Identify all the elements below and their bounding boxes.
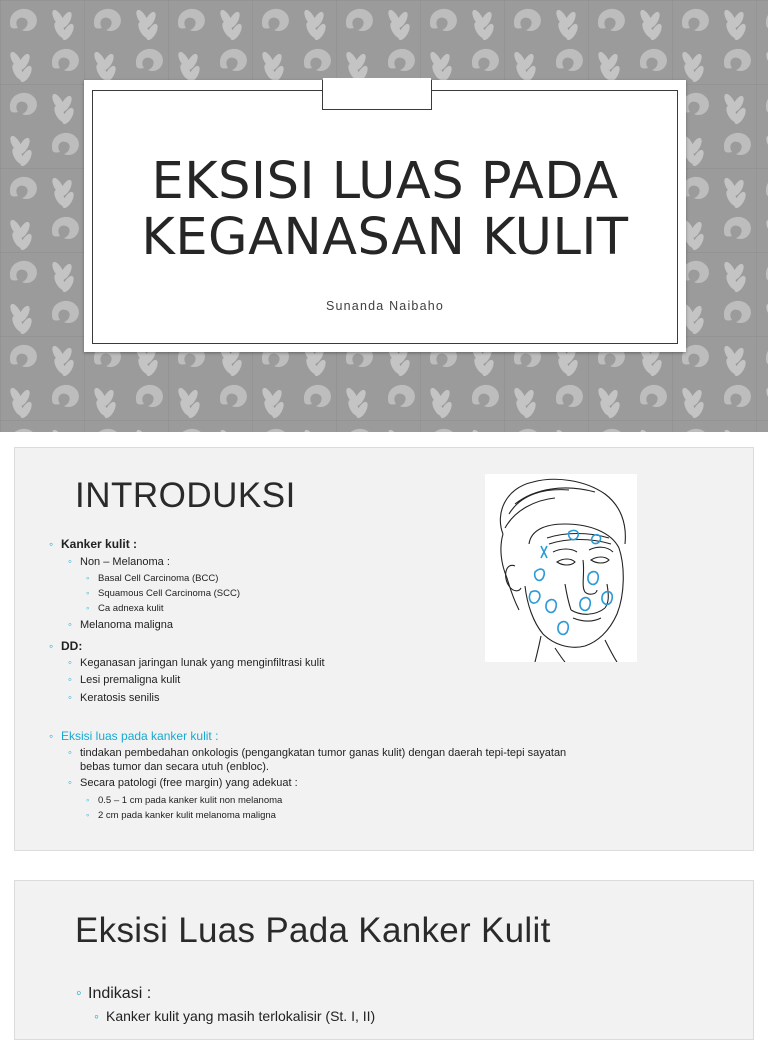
bullet-icon: ◦ [68, 692, 72, 704]
bullet-eksisi-luas [49, 729, 219, 743]
bullet-text: Kanker kulit : [61, 537, 138, 551]
bullet-icon: ◦ [86, 603, 90, 614]
author-name: Sunanda Naibaho [325, 299, 445, 313]
bullet-text: Indikasi : [88, 985, 152, 1002]
bullet-dd-2 [68, 674, 181, 686]
bullet-icon: ◦ [68, 747, 72, 759]
bullet-dd [49, 639, 83, 653]
bullet-eksisi-1-cont [80, 761, 269, 773]
bullet-indikasi-1 [94, 1008, 376, 1024]
bullet-dd-3 [68, 692, 160, 704]
bullet-text: Ca adnexa kulit [98, 603, 164, 614]
bullet-dd-1 [68, 657, 325, 669]
bullet-text: Squamous Cell Carcinoma (SCC) [98, 588, 241, 599]
bullet-icon: ◦ [86, 810, 90, 821]
bullet-text: Basal Cell Carcinoma (BCC) [98, 573, 219, 584]
bullet-icon: ◦ [68, 674, 72, 686]
introduction-slide [14, 447, 754, 851]
bullet-text: Secara patologi (free margin) yang adekuat : [80, 777, 298, 789]
bullet-icon: ◦ [68, 619, 72, 631]
bullet-icon: ◦ [86, 795, 90, 806]
title-line-1: EKSISI LUAS PADA [151, 152, 619, 211]
bullet-icon: ◦ [86, 573, 90, 584]
slide-heading: Eksisi Luas Pada Kanker Kulit [75, 911, 551, 950]
bullet-text: tindakan pembedahan onkologis (pengangkatan tumor ganas kulit) dengan daerah tepi-tepi sayatan [80, 747, 567, 759]
title-slide [0, 0, 768, 432]
bullet-text: Non – Melanoma : [80, 556, 170, 568]
bullet-icon: ◦ [49, 537, 54, 551]
bullet-text: Kanker kulit yang masih terlokalisir (St. I, II) [106, 1008, 376, 1024]
bullet-text: Eksisi luas pada kanker kulit : [61, 729, 219, 743]
title-line-2: KEGANASAN KULIT [141, 208, 629, 267]
bullet-text: DD: [61, 639, 83, 653]
eksisi-luas-slide [14, 880, 754, 1040]
bullet-icon: ◦ [68, 556, 72, 568]
bullet-margin-2 [86, 810, 276, 821]
bullet-text: Melanoma maligna [80, 619, 173, 631]
bullet-text: Keratosis senilis [80, 692, 160, 704]
face-illustration-image [485, 474, 637, 662]
bullet-text: 0.5 – 1 cm pada kanker kulit non melanoma [98, 795, 283, 806]
bullet-text: bebas tumor dan secara utuh (enbloc). [80, 761, 269, 773]
title-card [84, 80, 686, 352]
bullet-margin-1 [86, 795, 283, 806]
bullet-icon: ◦ [76, 985, 82, 1002]
bullet-text: Lesi premaligna kulit [80, 674, 181, 686]
bullet-scc [86, 588, 241, 599]
bullet-icon: ◦ [94, 1008, 99, 1024]
bullet-kanker-kulit [49, 537, 138, 551]
bullet-text: 2 cm pada kanker kulit melanoma maligna [98, 810, 276, 821]
bullet-adnexa [86, 603, 164, 614]
bullet-eksisi-2 [68, 777, 298, 789]
bullet-icon: ◦ [68, 777, 72, 789]
presentation-title [84, 154, 686, 266]
bullet-text: Keganasan jaringan lunak yang menginfiltrasi kulit [80, 657, 325, 669]
bullet-indikasi [76, 985, 152, 1003]
bullet-bcc [86, 573, 219, 584]
bullet-icon: ◦ [49, 729, 54, 743]
bullet-eksisi-1 [68, 747, 567, 759]
title-notch [322, 80, 432, 110]
bullet-melanoma [68, 619, 173, 631]
bullet-non-melanoma [68, 556, 170, 568]
bullet-icon: ◦ [49, 639, 54, 653]
slide-heading: INTRODUKSI [75, 476, 296, 515]
bullet-icon: ◦ [68, 657, 72, 669]
bullet-icon: ◦ [86, 588, 90, 599]
